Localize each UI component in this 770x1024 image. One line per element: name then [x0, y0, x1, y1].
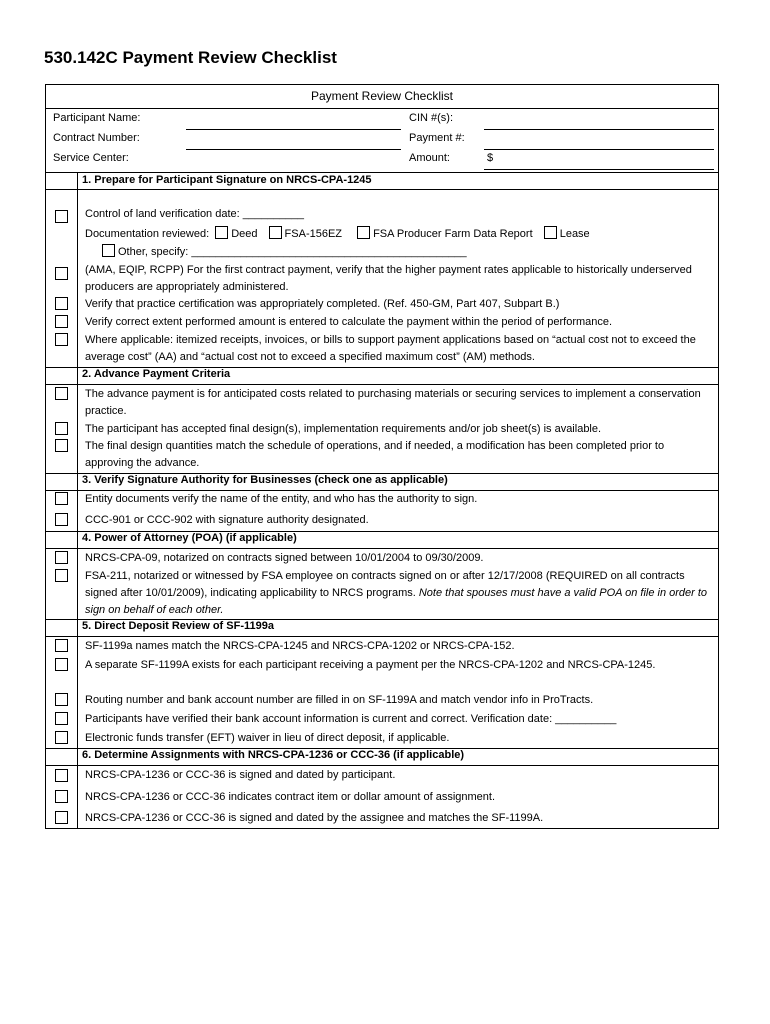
checkbox-practice-certification[interactable]	[55, 297, 68, 310]
section-1-title: 1. Prepare for Participant Signature on NRCS-CPA-1245	[82, 174, 372, 186]
other-specify-row	[102, 244, 467, 258]
participant-name-label: Participant Name:	[53, 112, 141, 124]
ama-eqip-rcpp-text: (AMA, EQIP, RCPP) For the first contract payment, verify that the higher payment rates applicable to historically underserved producers are appropriately administered.	[85, 264, 692, 293]
checkbox-ama-eqip-rcpp[interactable]	[55, 267, 68, 280]
cin-field[interactable]	[484, 129, 714, 130]
participant-name-field[interactable]	[186, 129, 401, 130]
checkbox-extent-performed[interactable]	[55, 315, 68, 328]
itemized-receipts-text: Where applicable: itemized receipts, invoices, or bills to support payment applications based on “actual cost not to exceed the average cost” (AA) and “actual cost not to exceed a specified maximum cost” (AM) methods.	[85, 334, 696, 363]
divider	[46, 765, 718, 766]
accepted-design-text: The participant has accepted final design(s), implementation requirements and/or job sheet(s) is available.	[85, 423, 602, 435]
checkbox-eft-waiver[interactable]	[55, 731, 68, 744]
contract-item-amount-text: NRCS-CPA-1236 or CCC-36 indicates contract item or dollar amount of assignment.	[85, 791, 496, 803]
eft-waiver-text: Electronic funds transfer (EFT) waiver in lieu of direct deposit, if applicable.	[85, 732, 450, 744]
checkbox-accepted-design[interactable]	[55, 422, 68, 435]
checkbox-signed-by-participant[interactable]	[55, 769, 68, 782]
routing-number-text: Routing number and bank account number are filled in on SF-1199A and match vendor info in ProTracts.	[85, 694, 594, 706]
fsa-producer-farm-data-label: FSA Producer Farm Data Report	[373, 228, 533, 240]
divider	[46, 548, 718, 549]
amount-field[interactable]	[484, 169, 714, 170]
checkbox-separate-sf-1199a[interactable]	[55, 658, 68, 671]
contract-number-label: Contract Number:	[53, 132, 140, 144]
checkbox-ccc-901-902[interactable]	[55, 513, 68, 526]
checkbox-nrcs-cpa-09[interactable]	[55, 551, 68, 564]
checkbox-routing-number[interactable]	[55, 693, 68, 706]
checkbox-lease[interactable]	[544, 226, 557, 239]
checkbox-fsa-211[interactable]	[55, 569, 68, 582]
ccc-901-902-text: CCC-901 or CCC-902 with signature authority designated.	[85, 514, 369, 526]
signed-by-assignee-text: NRCS-CPA-1236 or CCC-36 is signed and dated by the assignee and matches the SF-1199A.	[85, 812, 544, 824]
checkbox-bank-account-verified[interactable]	[55, 712, 68, 725]
checkbox-other[interactable]	[102, 244, 115, 257]
amount-label: Amount:	[409, 152, 450, 164]
checkbox-itemized-receipts[interactable]	[55, 333, 68, 346]
checkbox-column-rule	[77, 172, 78, 829]
checkbox-fsa-156ez[interactable]	[269, 226, 282, 239]
checkbox-fsa-producer-farm-data[interactable]	[357, 226, 370, 239]
form-heading: Payment Review Checklist	[310, 89, 454, 103]
checkbox-design-quantities[interactable]	[55, 439, 68, 452]
divider	[46, 108, 718, 109]
checkbox-deed[interactable]	[215, 226, 228, 239]
checkbox-land-verification[interactable]	[55, 210, 68, 223]
checkbox-contract-item-amount[interactable]	[55, 790, 68, 803]
fsa-211-text	[85, 568, 715, 619]
design-quantities-text: The final design quantities match the schedule of operations, and if needed, a modification has been completed prior to approving the advance.	[85, 440, 665, 469]
section-6-title: 6. Determine Assignments with NRCS-CPA-1236 or CCC-36 (if applicable)	[82, 749, 465, 761]
checklist-form	[45, 84, 719, 829]
divider	[46, 189, 718, 190]
checkbox-sf-1199a-names[interactable]	[55, 639, 68, 652]
separate-sf-1199a-text: A separate SF-1199A exists for each participant receiving a payment per the NRCS-CPA-1202 and NRCS-CPA-1245.	[85, 659, 656, 671]
contract-number-field[interactable]	[186, 149, 401, 150]
document-title: 530.142C Payment Review Checklist	[44, 48, 337, 67]
payment-number-label: Payment #:	[409, 132, 465, 144]
fsa-211-note: Note that spouses must have a valid POA on file in order to sign on behalf of each other.	[85, 587, 708, 616]
divider	[46, 172, 718, 173]
fsa-211-main-text: FSA-211, notarized or witnessed by FSA employee on contracts signed on or after 12/17/2008 (REQUIRED on all contracts signed after 10/01/2009), indicating applicability to NRCS programs.	[85, 570, 685, 599]
service-center-label: Service Center:	[53, 152, 129, 164]
amount-symbol: $	[487, 152, 494, 164]
checkbox-signed-by-assignee[interactable]	[55, 811, 68, 824]
documentation-row	[85, 226, 590, 240]
section-4-title: 4. Power of Attorney (POA) (if applicable)	[82, 532, 297, 544]
documentation-label: Documentation reviewed:	[85, 228, 210, 240]
fsa-156ez-label: FSA-156EZ	[284, 228, 343, 240]
section-5-title: 5. Direct Deposit Review of SF-1199a	[82, 620, 274, 632]
divider	[46, 384, 718, 385]
lease-label: Lease	[559, 228, 590, 240]
extent-performed-text: Verify correct extent performed amount is entered to calculate the payment within the period of performance.	[85, 316, 613, 328]
practice-certification-text: Verify that practice certification was appropriately completed. (Ref. 450-GM, Part 407, Subpart B.)	[85, 298, 560, 310]
payment-number-field[interactable]	[484, 149, 714, 150]
entity-documents-text: Entity documents verify the name of the entity, and who has the authority to sign.	[85, 493, 478, 505]
advance-purpose-text: The advance payment is for anticipated costs related to purchasing materials or securing services to implement a conservation practice.	[85, 388, 701, 417]
sf-1199a-names-text: SF-1199a names match the NRCS-CPA-1245 and NRCS-CPA-1202 or NRCS-CPA-152.	[85, 640, 515, 652]
land-verification-text: Control of land verification date: __________	[85, 208, 304, 220]
signed-by-participant-text: NRCS-CPA-1236 or CCC-36 is signed and dated by participant.	[85, 769, 396, 781]
checkbox-advance-purpose[interactable]	[55, 387, 68, 400]
checkbox-entity-documents[interactable]	[55, 492, 68, 505]
other-specify-text: Other, specify: _____________________________________________	[118, 246, 467, 258]
bank-account-verified-text: Participants have verified their bank account information is current and correct. Verification date: __________	[85, 713, 617, 725]
section-2-title: 2. Advance Payment Criteria	[82, 368, 231, 380]
deed-label: Deed	[231, 228, 258, 240]
section-3-title: 3. Verify Signature Authority for Businesses (check one as applicable)	[82, 474, 448, 486]
divider	[46, 636, 718, 637]
cin-label: CIN #(s):	[409, 112, 453, 124]
nrcs-cpa-09-text: NRCS-CPA-09, notarized on contracts signed between 10/01/2004 to 09/30/2009.	[85, 552, 484, 564]
